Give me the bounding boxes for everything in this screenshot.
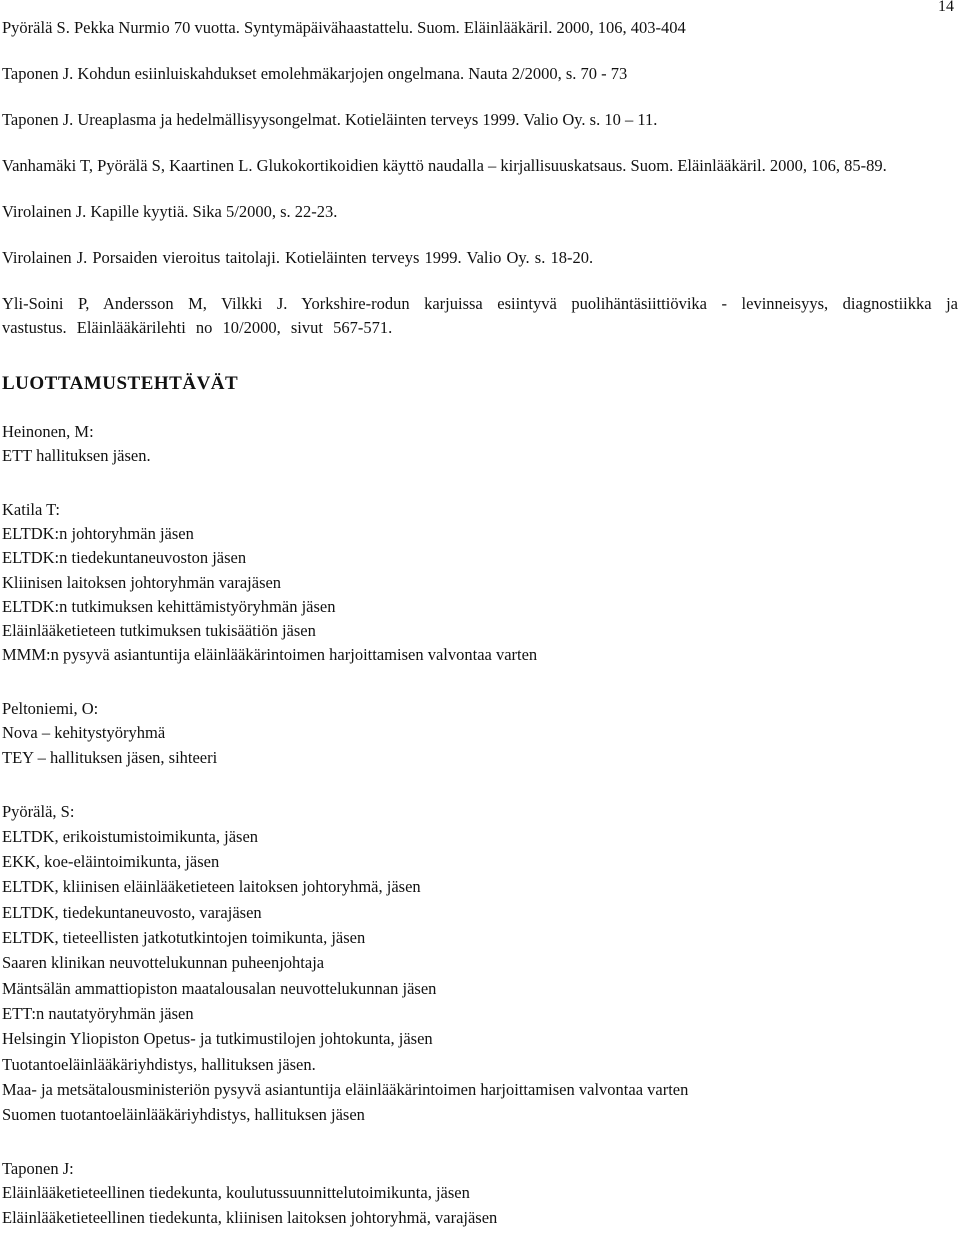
duty-item: Helsingin Yliopiston Opetus- ja tutkimustilojen johtokunta, jäsen xyxy=(2,1029,433,1049)
person-block-heinonen xyxy=(2,420,958,468)
reference-item: Taponen J. Ureaplasma ja hedelmällisyysongelmat. Kotieläinten terveys 1999. Valio Oy. s. 10 – 11. xyxy=(2,110,658,129)
duty-item: ELTDK, tiedekuntaneuvosto, varajäsen xyxy=(2,902,262,922)
duty-item: ELTDK, kliinisen eläinlääketieteen laitoksen johtoryhmä, jäsen xyxy=(2,877,421,897)
duty-item: ELTDK:n tutkimuksen kehittämistyöryhmän jäsen xyxy=(2,596,336,616)
person-block-peltoniemi xyxy=(2,697,958,769)
person-block-katila xyxy=(2,498,958,667)
reference-item: Taponen J. Kohdun esiinluiskahdukset emolehmäkarjojen ongelmana. Nauta 2/2000, s. 70 - 73 xyxy=(2,64,628,83)
duty-item: Saaren klinikan neuvottelukunnan puheenjohtaja xyxy=(2,953,325,973)
reference-item: Vanhamäki T, Pyörälä S, Kaartinen L. Glukokortikoidien käyttö naudalla – kirjallisuuskatsaus. Suom. Eläinlääkäril. 2000, 106, 85-89. xyxy=(2,156,887,175)
document-body xyxy=(2,16,958,1230)
duty-item: Tuotantoeläinlääkäriyhdistys, hallituksen jäsen. xyxy=(2,1054,316,1074)
duty-item: Eläinlääketieteellinen tiedekunta, kliinisen laitoksen johtoryhmä, varajäsen xyxy=(2,1207,498,1227)
person-name: Peltoniemi, O: xyxy=(2,699,99,719)
duty-item: ELTDK, erikoistumistoimikunta, jäsen xyxy=(2,826,259,846)
reference-list xyxy=(2,16,958,340)
duty-item: ETT:n nautatyöryhmän jäsen xyxy=(2,1003,194,1023)
duty-item: ELTDK:n johtoryhmän jäsen xyxy=(2,524,194,544)
duty-item: Maa- ja metsätalousministeriön pysyvä asiantuntija eläinlääkärintoimen harjoittamisen valvontaa varten xyxy=(2,1079,689,1099)
duty-item: Eläinlääketieteen tutkimuksen tukisäätiön jäsen xyxy=(2,621,316,641)
person-name: Taponen J: xyxy=(2,1159,74,1179)
trust-positions-list xyxy=(2,420,958,1230)
person-name: Heinonen, M: xyxy=(2,422,94,441)
reference-item: Yli-Soini P, Andersson M, Vilkki J. Yorkshire-rodun karjuissa esiintyvä puolihäntäsiittiövika - levinneisyys, diagnostiikka ja vastustus. Eläinlääkärilehti no 10/2000, sivut 567-571. xyxy=(2,294,958,337)
person-name: Katila T: xyxy=(2,500,60,520)
duty-item: ELTDK, tieteellisten jatkotutkintojen toimikunta, jäsen xyxy=(2,928,366,948)
duty-item: MMM:n pysyvä asiantuntija eläinlääkärintoimen harjoittamisen valvontaa varten xyxy=(2,645,538,665)
duty-item: Eläinlääketieteellinen tiedekunta, koulutussuunnittelutoimikunta, jäsen xyxy=(2,1183,470,1203)
person-block-pyorala xyxy=(2,800,958,1128)
duty-item: TEY – hallituksen jäsen, sihteeri xyxy=(2,747,218,767)
reference-item: Virolainen J. Kapille kyytiä. Sika 5/2000, s. 22-23. xyxy=(2,202,338,221)
duty-item: ETT hallituksen jäsen. xyxy=(2,446,151,465)
duty-item: Nova – kehitystyöryhmä xyxy=(2,723,166,743)
reference-item: Virolainen J. Porsaiden vieroitus taitolaji. Kotieläinten terveys 1999. Valio Oy. s. 18-20. xyxy=(2,248,594,267)
page-number: 14 xyxy=(938,0,954,15)
duty-item: Mäntsälän ammattiopiston maatalousalan neuvottelukunnan jäsen xyxy=(2,978,437,998)
person-name: Pyörälä, S: xyxy=(2,801,75,821)
duty-item: Kliinisen laitoksen johtoryhmän varajäsen xyxy=(2,572,282,592)
duty-item: ELTDK:n tiedekuntaneuvoston jäsen xyxy=(2,548,247,568)
section-heading: LUOTTAMUSTEHTÄVÄT xyxy=(2,373,239,394)
reference-item: Pyörälä S. Pekka Nurmio 70 vuotta. Syntymäpäivähaastattelu. Suom. Eläinlääkäril. 2000, 106, 403-404 xyxy=(2,18,686,37)
person-block-taponen xyxy=(2,1157,958,1229)
duty-item: Suomen tuotantoeläinlääkäriyhdistys, hallituksen jäsen xyxy=(2,1105,365,1125)
duty-item: EKK, koe-eläintoimikunta, jäsen xyxy=(2,852,220,872)
